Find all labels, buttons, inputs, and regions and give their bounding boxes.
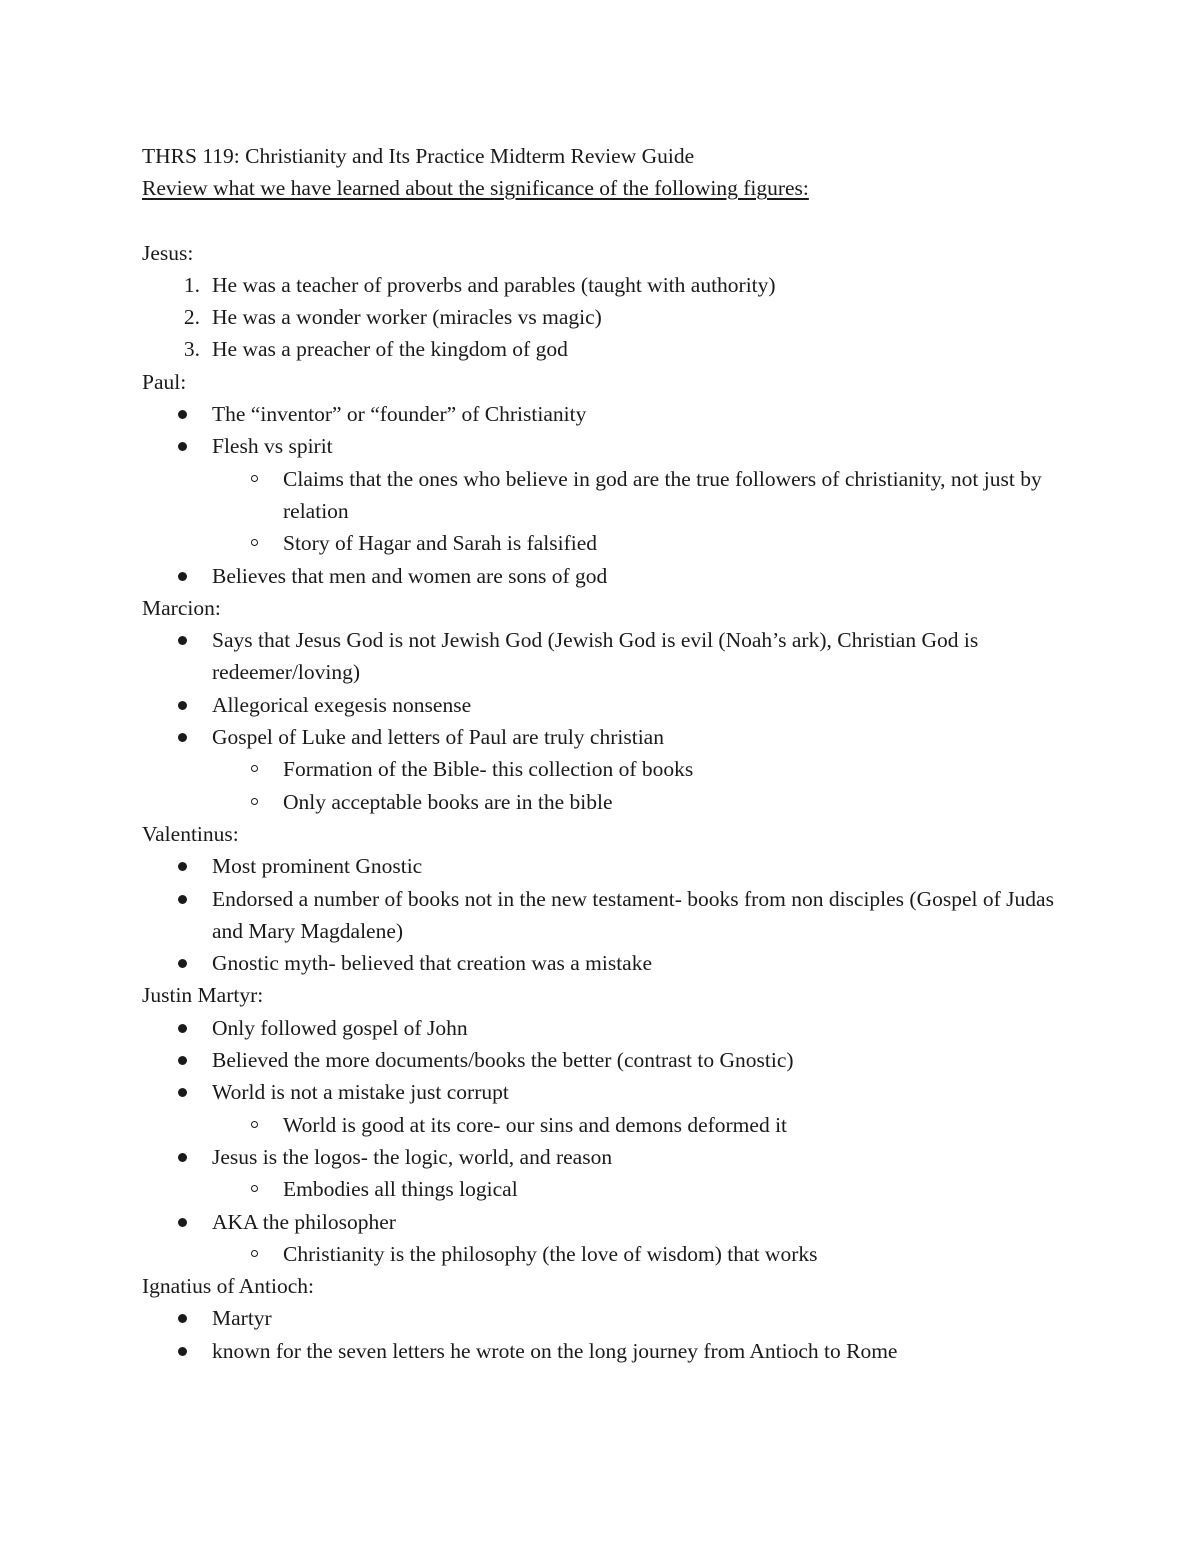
list-number: 2. bbox=[183, 305, 200, 330]
list-item-text: Believes that men and women are sons of god bbox=[212, 563, 608, 588]
bullet-icon bbox=[178, 895, 187, 904]
list-item-text: He was a teacher of proverbs and parables (taught with authority) bbox=[212, 272, 776, 297]
list-item-text: Flesh vs spirit bbox=[212, 434, 333, 459]
sections-container bbox=[142, 237, 1062, 1367]
sub-list-item bbox=[142, 1238, 1062, 1270]
bullet-icon bbox=[178, 1314, 187, 1323]
bullet-list bbox=[142, 1302, 1062, 1367]
document-subtitle: Review what we have learned about the significance of the following figures: bbox=[142, 176, 809, 201]
list-item-text: Only followed gospel of John bbox=[212, 1015, 468, 1040]
list-item bbox=[142, 721, 1062, 753]
list-item bbox=[142, 1302, 1062, 1334]
document-title: THRS 119: Christianity and Its Practice Midterm Review Guide bbox=[142, 144, 695, 168]
section-paul bbox=[142, 366, 1062, 592]
bullet-icon bbox=[178, 862, 187, 871]
list-item-text: The “inventor” or “founder” of Christianity bbox=[212, 402, 587, 427]
list-item-text: Endorsed a number of books not in the new testament- books from non disciples (Gospel of Judas and Mary Magdalene) bbox=[212, 886, 1054, 943]
bullet-icon bbox=[178, 1347, 187, 1356]
bullet-icon bbox=[178, 410, 187, 419]
hollow-bullet-icon bbox=[251, 1185, 258, 1192]
bullet-icon bbox=[178, 442, 187, 451]
list-item-text: Martyr bbox=[212, 1306, 272, 1331]
bullet-icon bbox=[178, 636, 187, 645]
list-item-text: Allegorical exegesis nonsense bbox=[212, 692, 472, 717]
list-item-text: AKA the philosopher bbox=[212, 1209, 396, 1234]
list-item-text: Believed the more documents/books the better (contrast to Gnostic) bbox=[212, 1048, 794, 1073]
sub-list-item-text: Only acceptable books are in the bible bbox=[283, 789, 613, 814]
bullet-icon bbox=[178, 733, 187, 742]
hollow-bullet-icon bbox=[251, 1250, 258, 1257]
list-item bbox=[142, 1141, 1062, 1173]
bullet-icon bbox=[178, 1153, 187, 1162]
list-item bbox=[142, 1206, 1062, 1238]
section-heading: Justin Martyr: bbox=[142, 983, 264, 1008]
list-item-text: World is not a mistake just corrupt bbox=[212, 1080, 509, 1105]
list-item bbox=[142, 947, 1062, 979]
sub-list-item-text: Embodies all things logical bbox=[283, 1177, 518, 1202]
list-item bbox=[142, 883, 1062, 948]
hollow-bullet-icon bbox=[251, 539, 258, 546]
section-justin-martyr bbox=[142, 979, 1062, 1270]
section-jesus bbox=[142, 237, 1062, 366]
bullet-icon bbox=[178, 1088, 187, 1097]
sub-list-item-text: Formation of the Bible- this collection of books bbox=[283, 757, 694, 782]
bullet-icon bbox=[178, 572, 187, 581]
sub-list-item-text: Claims that the ones who believe in god are the true followers of christianity, not just by relation bbox=[283, 466, 1042, 523]
list-number: 1. bbox=[183, 272, 200, 297]
numbered-list bbox=[142, 269, 1062, 366]
section-heading: Jesus: bbox=[142, 240, 194, 265]
list-item bbox=[142, 1044, 1062, 1076]
bullet-icon bbox=[178, 959, 187, 968]
list-item bbox=[142, 269, 1062, 301]
list-item bbox=[142, 560, 1062, 592]
list-item-text: He was a wonder worker (miracles vs magic) bbox=[212, 305, 602, 330]
sub-list-item-text: Story of Hagar and Sarah is falsified bbox=[283, 531, 598, 556]
list-item bbox=[142, 333, 1062, 365]
bullet-list bbox=[142, 398, 1062, 592]
bullet-list bbox=[142, 624, 1062, 818]
blank-line bbox=[142, 205, 1062, 237]
sub-list-item bbox=[142, 786, 1062, 818]
list-item-text: Gnostic myth- believed that creation was a mistake bbox=[212, 951, 653, 976]
list-item bbox=[142, 398, 1062, 430]
sub-list-item-text: World is good at its core- our sins and demons deformed it bbox=[283, 1112, 788, 1137]
list-item-text: Says that Jesus God is not Jewish God (Jewish God is evil (Noah’s ark), Christian God is redeemer/loving) bbox=[212, 628, 979, 685]
hollow-bullet-icon bbox=[251, 765, 258, 772]
list-item bbox=[142, 430, 1062, 462]
sub-list-item bbox=[142, 1109, 1062, 1141]
section-heading: Valentinus: bbox=[142, 821, 239, 846]
hollow-bullet-icon bbox=[251, 475, 258, 482]
section-ignatius-of-antioch bbox=[142, 1270, 1062, 1367]
hollow-bullet-icon bbox=[251, 1121, 258, 1128]
list-item bbox=[142, 1335, 1062, 1367]
list-item-text: Gospel of Luke and letters of Paul are truly christian bbox=[212, 725, 664, 750]
bullet-list bbox=[142, 850, 1062, 979]
section-valentinus bbox=[142, 818, 1062, 979]
sub-list-item bbox=[142, 463, 1062, 528]
bullet-list bbox=[142, 1012, 1062, 1270]
list-item bbox=[142, 624, 1062, 689]
hollow-bullet-icon bbox=[251, 798, 258, 805]
list-item bbox=[142, 301, 1062, 333]
bullet-icon bbox=[178, 1056, 187, 1065]
sub-list-item bbox=[142, 527, 1062, 559]
sub-list-item bbox=[142, 1173, 1062, 1205]
bullet-icon bbox=[178, 701, 187, 710]
list-item bbox=[142, 689, 1062, 721]
bullet-icon bbox=[178, 1024, 187, 1033]
section-heading: Marcion: bbox=[142, 595, 221, 620]
list-number: 3. bbox=[183, 337, 200, 362]
section-heading: Paul: bbox=[142, 369, 187, 394]
list-item bbox=[142, 850, 1062, 882]
sub-list-item bbox=[142, 753, 1062, 785]
list-item-text: Jesus is the logos- the logic, world, and reason bbox=[212, 1144, 613, 1169]
bullet-icon bbox=[178, 1218, 187, 1227]
section-marcion bbox=[142, 592, 1062, 818]
document-body bbox=[142, 140, 1062, 1367]
list-item bbox=[142, 1076, 1062, 1108]
section-heading: Ignatius of Antioch: bbox=[142, 1274, 314, 1299]
sub-list-item-text: Christianity is the philosophy (the love of wisdom) that works bbox=[283, 1241, 818, 1266]
list-item-text: known for the seven letters he wrote on the long journey from Antioch to Rome bbox=[212, 1338, 898, 1363]
list-item-text: He was a preacher of the kingdom of god bbox=[212, 337, 568, 362]
list-item bbox=[142, 1012, 1062, 1044]
list-item-text: Most prominent Gnostic bbox=[212, 854, 423, 879]
